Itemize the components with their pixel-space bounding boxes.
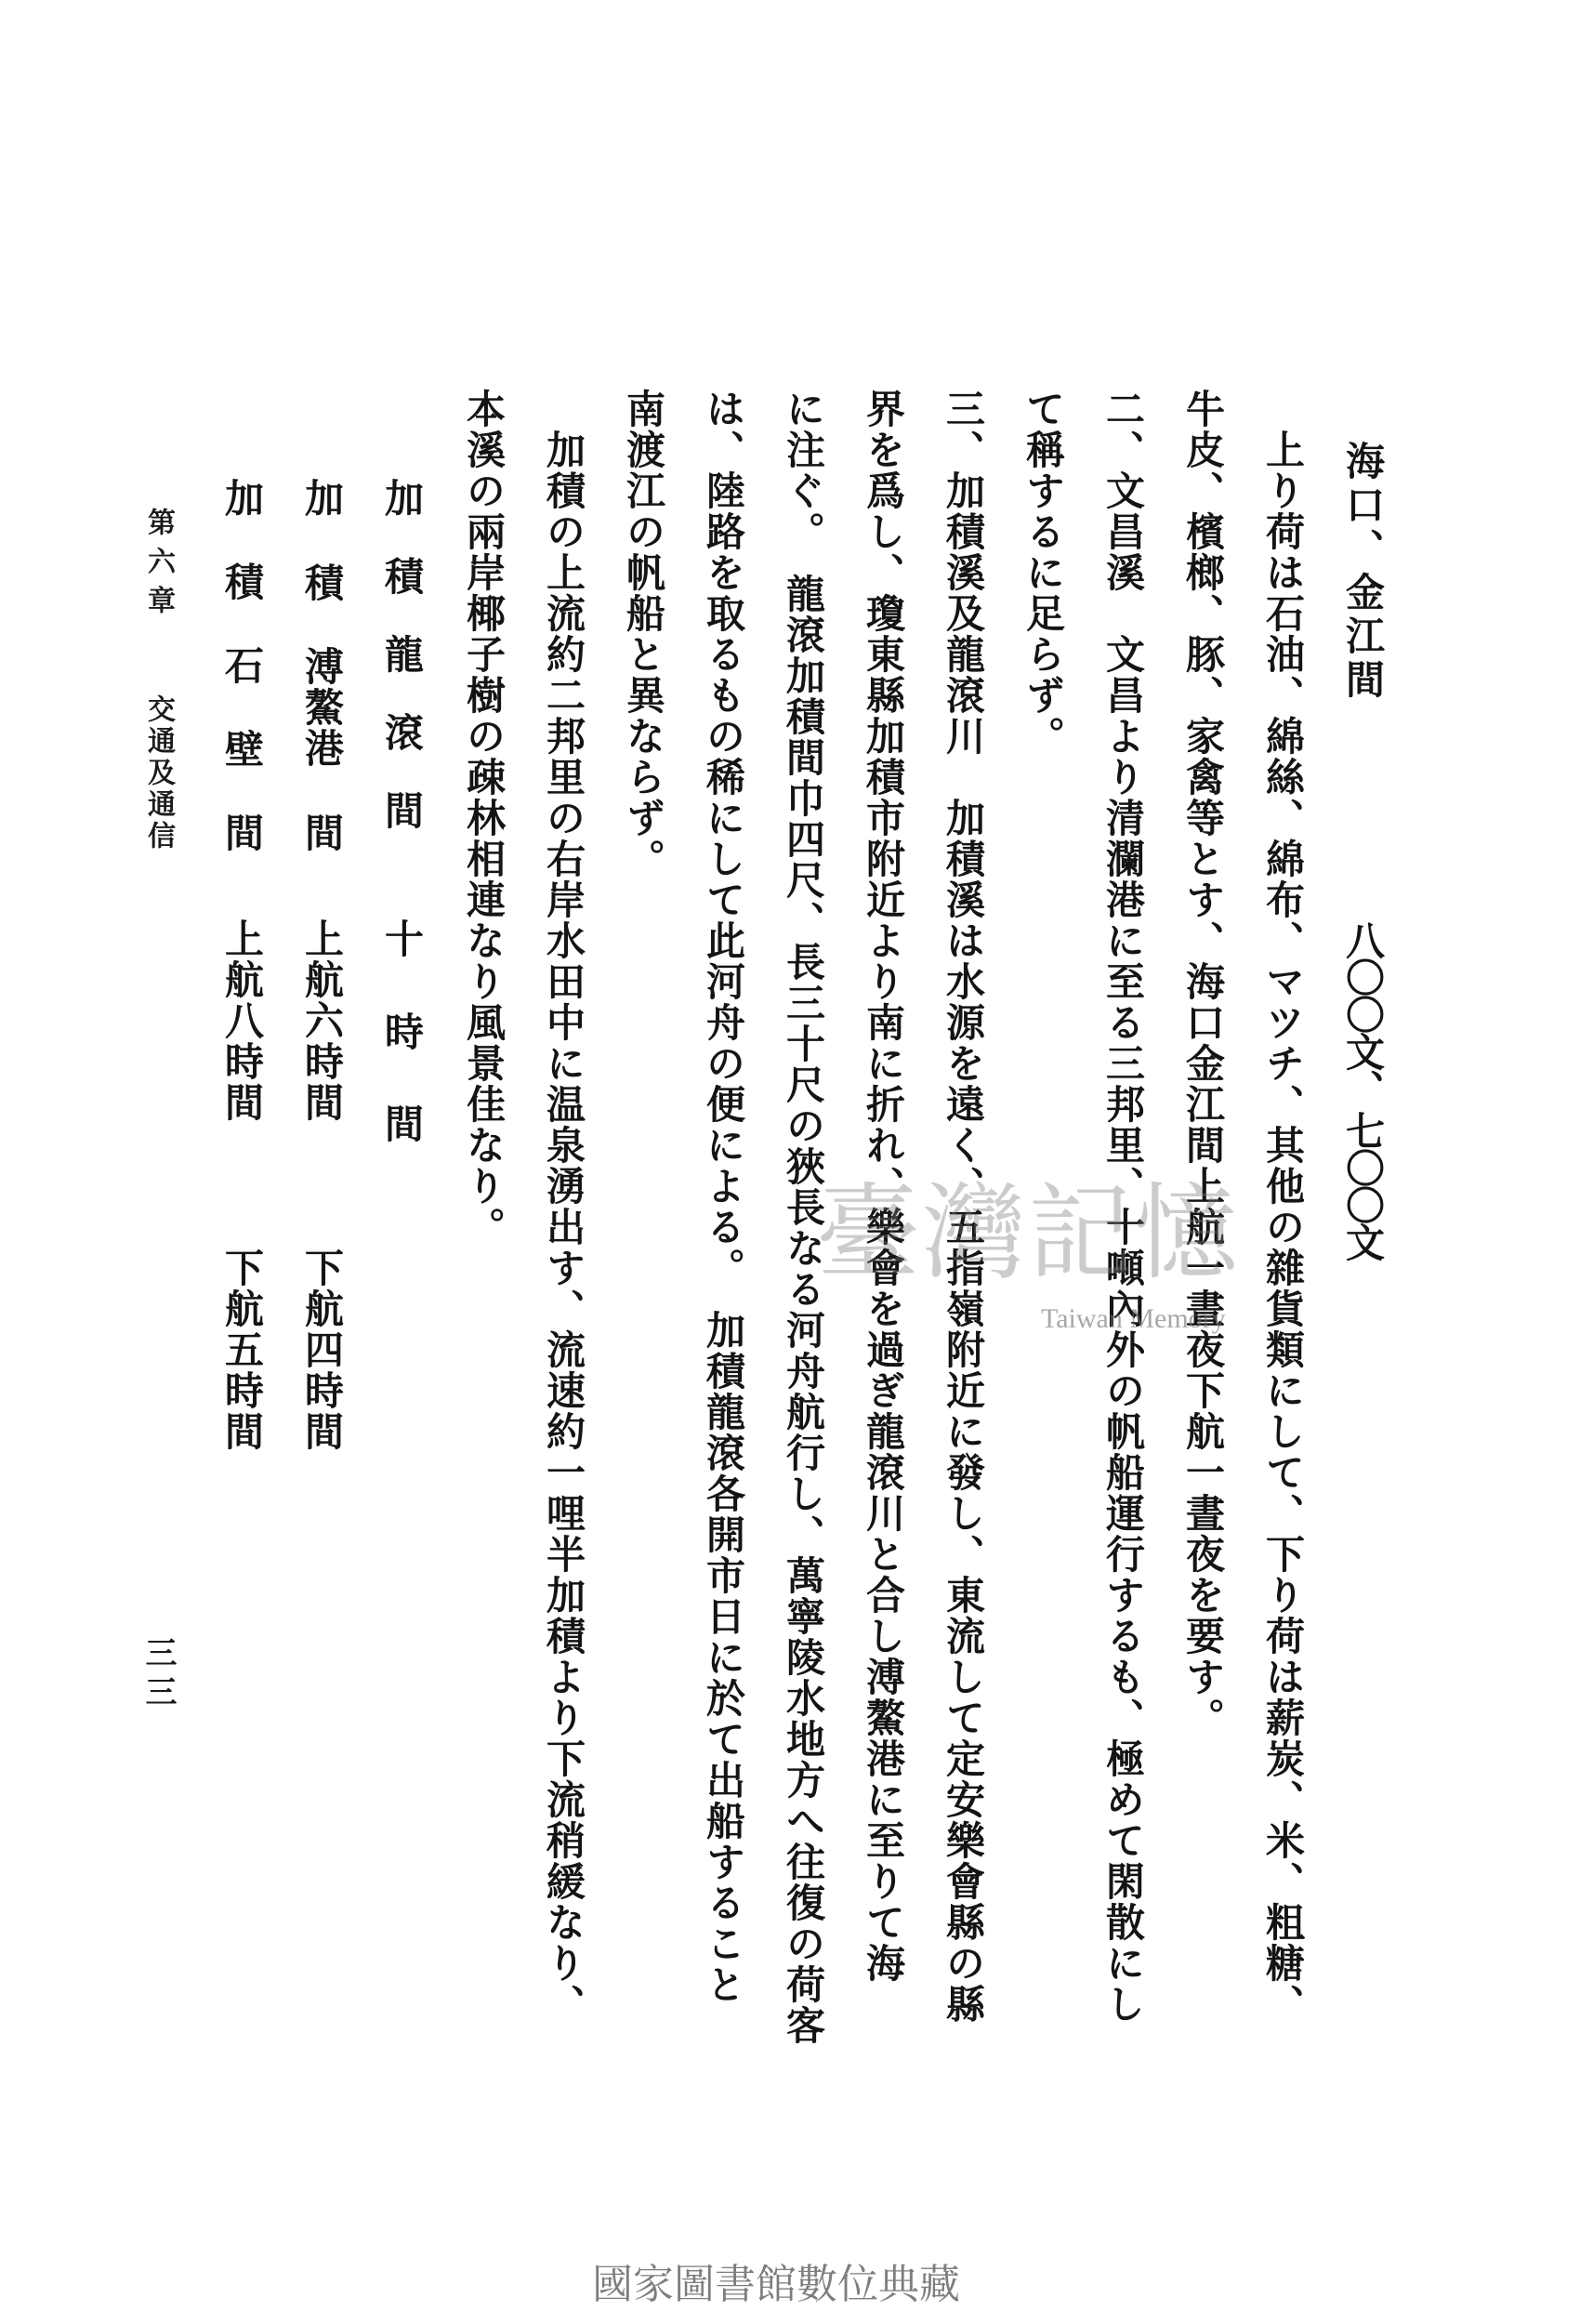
table-row-2-downstream: 下航四時間 [299,1248,345,1452]
section-heading-wenchang: 二、文昌溪 文昌より清瀾港に至る三邦里、十噸內外の帆船運行するも、極めて閑散にし [1100,389,1146,2025]
body-column-1: 上り荷は石油、綿絲、綿布、マツチ、其他の雜貨類にして、下り荷は薪炭、米、粗糖、 [1260,429,1306,2025]
body-column-7: に注ぐ。 龍滾加積間巾四尺、長三十尺の狹長なる河舟航行し、萬寧陵水地方へ往復の荷客 [781,389,826,2046]
section-heading-jiaji: 三、加積溪及龍滾川 加積溪は水源を遠く、五指嶺附近に發し、東流して定安樂會縣の縣 [941,389,986,2025]
page-number: 三三 [139,1636,177,1714]
route-char: 加 [379,478,425,519]
table-row-1-route [379,478,425,831]
table-row-2-upstream: 上航六時間 [299,918,345,1123]
route-char: 石 [219,645,265,686]
route-char: 加 [299,478,345,519]
table-row-3-route [219,478,265,853]
watermark-logo-text: 臺灣記憶 [816,1173,1240,1294]
duration-char: 時 [379,1010,425,1052]
body-column-9: 南渡江の帆船と異ならず。 [621,389,666,879]
duration-char: 間 [379,1103,425,1144]
duration-char: 十 [379,918,425,959]
body-column-2: 牛皮、檳榔、豚、家禽等とす、海口金江間上航一晝夜下航一晝夜を要す。 [1180,389,1226,1738]
route-char: 間 [379,790,425,831]
route-char: 滾 [379,712,425,753]
chapter-title: 交通及通信 [142,694,175,852]
fare-upstream: 七〇〇文 [1340,1111,1386,1260]
body-column-11: 本溪の兩岸椰子樹の疎林相連なり風景佳なり。 [461,389,507,1248]
archive-label: 國家圖書館數位典藏 [592,2261,960,2308]
body-column-4: て稱するに足らず。 [1020,389,1066,757]
route-char: 龍 [379,634,425,675]
route-char: 壁 [219,729,265,770]
table-row-3-downstream: 下航五時間 [219,1248,265,1452]
table-row-3-upstream: 上航八時間 [219,918,265,1123]
fare-downstream: 八〇〇文、 [1340,920,1386,1106]
route-place: 溥鰲港 [299,646,345,770]
watermark-logo-subtitle: Taiwan Memory [1041,1303,1226,1334]
body-column-6: 界を爲し、瓊東縣加積市附近より南に折れ、樂會を過ぎ龍滾川と合し溥鰲港に至りて海 [861,389,906,1984]
route-char: 積 [379,556,425,597]
chapter-number: 第六章 [142,508,175,625]
table-row-1-duration [379,918,425,1144]
body-column-10: 加積の上流約二邦里の右岸水田中に温泉湧出す、流速約一哩半加積より下流稍緩なり、 [541,429,586,2025]
fare-route: 海口、金江間 [1340,441,1386,703]
table-row-2-route [299,478,345,853]
route-char: 間 [219,812,265,853]
route-char: 積 [299,561,345,603]
route-char: 加 [219,478,265,519]
route-char: 積 [219,561,265,602]
body-column-8: は、陸路を取るもの稀にして此河舟の便による。 加積龍滾各開市日に於て出船すること [701,389,746,2005]
route-char: 間 [299,812,345,853]
